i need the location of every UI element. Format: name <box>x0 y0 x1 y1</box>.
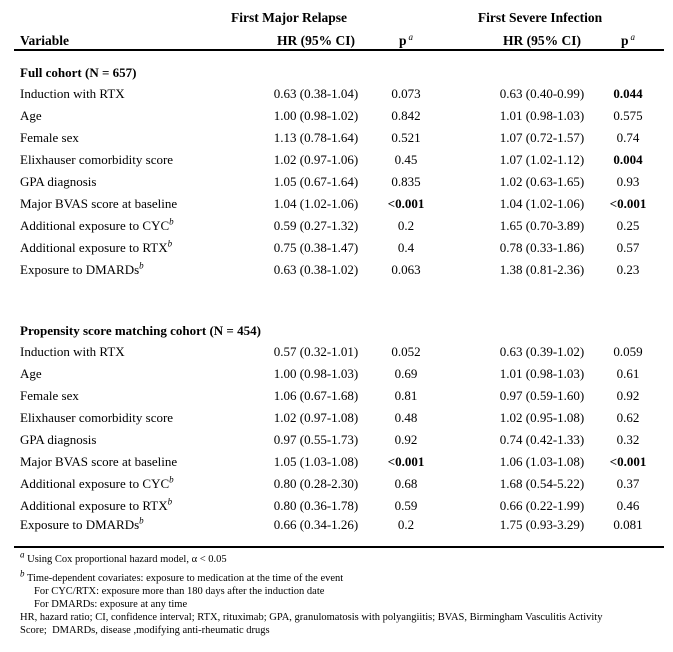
table-row <box>14 363 664 385</box>
p-label: p <box>399 33 407 48</box>
major-relapse-p-value: 0.052 <box>391 344 421 359</box>
column-gap <box>434 149 492 171</box>
column-gap <box>434 193 492 215</box>
major-relapse-p-value: 0.4 <box>397 240 415 255</box>
severe-infection-p-value: <0.001 <box>609 454 647 469</box>
table-row <box>14 473 664 495</box>
severe-infection-hr-value: 1.75 (0.93-3.29) <box>499 517 585 532</box>
column-header-row <box>14 26 664 50</box>
footnote-b-line3: For DMARDs: exposure at any time <box>34 599 188 610</box>
variable-label: Exposure to DMARDs$^b$ <box>20 515 144 532</box>
severe-infection-p-value: 0.92 <box>616 388 640 403</box>
table-row <box>14 495 664 517</box>
severe-infection-p-value: 0.61 <box>616 366 640 381</box>
variable-label: Major BVAS score at baseline <box>20 196 178 211</box>
severe-infection-hr-value: 1.07 (1.02-1.12) <box>499 152 585 167</box>
severe-infection-p-value: 0.004 <box>613 152 643 167</box>
p-column-header-infection <box>592 26 664 50</box>
major-relapse-hr-value: 0.80 (0.36-1.78) <box>273 498 359 513</box>
major-relapse-hr-value: 1.02 (0.97-1.06) <box>273 152 359 167</box>
major-relapse-hr-value: 0.63 (0.38-1.02) <box>273 262 359 277</box>
column-gap <box>434 407 492 429</box>
footnote-b-line2: For CYC/RTX: exposure more than 180 days after the induction date <box>34 586 325 597</box>
severe-infection-p-value: 0.23 <box>616 262 640 277</box>
variable-label: Elixhauser comorbidity score <box>20 152 174 167</box>
variable-label: GPA diagnosis <box>20 174 97 189</box>
column-gap <box>434 127 492 149</box>
footnote-b <box>20 568 673 585</box>
major-relapse-hr-value: 1.05 (1.03-1.08) <box>273 454 359 469</box>
major-relapse-p-value: <0.001 <box>387 196 425 211</box>
footnote-marker-b: b <box>167 496 173 507</box>
severe-infection-p-value: 0.46 <box>616 498 640 513</box>
severe-infection-p-value: 0.059 <box>613 344 643 359</box>
major-relapse-p-value: 0.81 <box>394 388 418 403</box>
severe-infection-p-value: 0.57 <box>616 240 640 255</box>
table-row <box>14 215 664 237</box>
table-row <box>14 341 664 363</box>
severe-infection-p-value: 0.93 <box>616 174 640 189</box>
footnote-marker-b: b <box>20 568 25 579</box>
severe-infection-hr-value: 1.68 (0.54-5.22) <box>499 476 585 491</box>
table-row <box>14 385 664 407</box>
major-relapse-hr-value: 1.00 (0.98-1.02) <box>273 108 359 123</box>
footnote-marker-b: b <box>169 216 174 227</box>
major-relapse-hr-value: 0.80 (0.28-2.30) <box>273 476 359 491</box>
column-gap <box>434 495 492 517</box>
major-relapse-p-value: 0.2 <box>397 218 415 233</box>
cohort-section-2 <box>14 281 664 547</box>
column-gap <box>434 385 492 407</box>
major-relapse-hr-value: 1.05 (0.67-1.64) <box>273 174 359 189</box>
major-relapse-p-value: 0.073 <box>391 86 421 101</box>
table-row <box>14 517 664 547</box>
table-row <box>14 259 664 281</box>
variable-label: Major BVAS score at baseline <box>20 454 178 469</box>
section-header-row <box>14 281 664 341</box>
major-relapse-p-value: 0.68 <box>394 476 418 491</box>
severe-infection-hr-value: 1.07 (0.72-1.57) <box>499 130 585 145</box>
column-gap <box>434 171 492 193</box>
major-relapse-p-value: 0.842 <box>391 108 421 123</box>
major-relapse-p-value: 0.45 <box>394 152 418 167</box>
table-row <box>14 171 664 193</box>
major-relapse-hr-value: 1.02 (0.97-1.08) <box>273 410 359 425</box>
column-gap <box>434 259 492 281</box>
major-relapse-hr-value: 0.66 (0.34-1.26) <box>273 517 359 532</box>
group-header-first-major-relapse <box>231 4 434 26</box>
variable-label: Female sex <box>20 388 79 403</box>
major-relapse-hr-value: 1.06 (0.67-1.68) <box>273 388 359 403</box>
table-row <box>14 105 664 127</box>
footnote-marker-b: b <box>169 474 174 485</box>
abbreviations-line2: Score; DMARDs, disease ,modifying anti-rheumatic drugs <box>20 625 270 636</box>
severe-infection-hr-value: 0.66 (0.22-1.99) <box>499 498 585 513</box>
p-label: p <box>621 33 629 48</box>
severe-infection-hr-value: 1.04 (1.02-1.06) <box>499 196 585 211</box>
footnotes <box>20 549 673 637</box>
severe-infection-hr-value: 0.78 (0.33-1.86) <box>499 240 585 255</box>
abbreviations-line1: HR, hazard ratio; CI, confidence interval; RTX, rituximab; GPA, granulomatosis with polyangiitis; BVAS, Birmingham Vasculitis Activity <box>20 612 603 623</box>
severe-infection-hr-value: 0.63 (0.40-0.99) <box>499 86 585 101</box>
variable-column-header: Variable <box>14 26 254 50</box>
major-relapse-p-value: 0.59 <box>394 498 418 513</box>
cohort-section-1 <box>14 50 664 281</box>
severe-infection-p-value: 0.044 <box>613 86 643 101</box>
variable-label: Age <box>20 366 42 381</box>
severe-infection-hr-value: 0.63 (0.39-1.02) <box>499 344 585 359</box>
major-relapse-hr-value: 0.63 (0.38-1.04) <box>273 86 359 101</box>
column-gap <box>434 237 492 259</box>
column-gap <box>434 473 492 495</box>
column-gap <box>434 451 492 473</box>
variable-label: GPA diagnosis <box>20 432 97 447</box>
variable-label: Additional exposure to CYC$^b$ <box>20 216 174 233</box>
group-header-label: First Severe Infection <box>477 10 603 25</box>
variable-label: Additional exposure to RTX$^b$ <box>20 238 173 255</box>
footnote-marker-a: a <box>20 549 25 560</box>
group-header-label: First Major Relapse <box>231 10 347 25</box>
column-gap <box>434 215 492 237</box>
severe-infection-p-value: 0.575 <box>613 108 643 123</box>
section-title: Propensity score matching cohort (N = 454) <box>20 323 261 338</box>
group-header-spacer <box>14 4 254 26</box>
p-column-header-relapse <box>378 26 434 50</box>
table-row <box>14 83 664 105</box>
severe-infection-hr-value: 1.65 (0.70-3.89) <box>499 218 585 233</box>
severe-infection-hr-value: 1.06 (1.03-1.08) <box>499 454 585 469</box>
table-row <box>14 407 664 429</box>
major-relapse-hr-value: 1.13 (0.78-1.64) <box>273 130 359 145</box>
column-gap <box>434 429 492 451</box>
column-gap <box>434 83 492 105</box>
major-relapse-p-value: 0.69 <box>394 366 418 381</box>
variable-label: Elixhauser comorbidity score <box>20 410 174 425</box>
major-relapse-hr-value: 0.57 (0.32-1.01) <box>273 344 359 359</box>
table-row <box>14 127 664 149</box>
group-header-row <box>14 4 664 26</box>
variable-label: Additional exposure to CYC$^b$ <box>20 474 174 491</box>
major-relapse-hr-value: 1.04 (1.02-1.06) <box>273 196 359 211</box>
variable-label: Exposure to DMARDs$^b$ <box>20 260 144 277</box>
severe-infection-p-value: 0.62 <box>616 410 640 425</box>
severe-infection-p-value: 0.74 <box>616 130 640 145</box>
major-relapse-hr-value: 0.75 (0.38-1.47) <box>273 240 359 255</box>
variable-label: Induction with RTX <box>20 344 125 359</box>
variable-label: Induction with RTX <box>20 86 125 101</box>
table-row <box>14 429 664 451</box>
column-gap <box>434 26 492 50</box>
major-relapse-p-value: 0.835 <box>391 174 421 189</box>
table-row <box>14 149 664 171</box>
variable-label: Additional exposure to RTX$^b$ <box>20 496 173 513</box>
hazard-ratio-table <box>14 4 664 548</box>
footnote-marker-b: b <box>139 515 144 526</box>
severe-infection-p-value: <0.001 <box>609 196 647 211</box>
column-gap <box>434 341 492 363</box>
major-relapse-p-value: 0.92 <box>394 432 418 447</box>
table-row <box>14 193 664 215</box>
major-relapse-p-value: <0.001 <box>387 454 425 469</box>
severe-infection-hr-value: 1.01 (0.98-1.03) <box>499 108 585 123</box>
major-relapse-p-value: 0.2 <box>397 517 415 532</box>
table-row <box>14 451 664 473</box>
column-gap <box>434 105 492 127</box>
major-relapse-hr-value: 1.00 (0.98-1.03) <box>273 366 359 381</box>
severe-infection-p-value: 0.37 <box>616 476 640 491</box>
footnote-marker-b: b <box>167 238 173 249</box>
variable-label: Age <box>20 108 42 123</box>
footnote-marker-a: a <box>408 31 414 42</box>
variable-label: Female sex <box>20 130 79 145</box>
severe-infection-hr-value: 1.02 (0.95-1.08) <box>499 410 585 425</box>
footnote-marker-b: b <box>139 260 144 271</box>
severe-infection-hr-value: 1.01 (0.98-1.03) <box>499 366 585 381</box>
severe-infection-p-value: 0.081 <box>613 517 643 532</box>
major-relapse-p-value: 0.48 <box>394 410 418 425</box>
section-header-row <box>14 50 664 83</box>
table-row <box>14 237 664 259</box>
severe-infection-p-value: 0.32 <box>616 432 640 447</box>
footnote-marker-a: a <box>630 31 636 42</box>
column-gap <box>434 363 492 385</box>
footnote-a <box>20 549 673 566</box>
section-title: Full cohort (N = 657) <box>20 65 137 80</box>
severe-infection-hr-value: 1.02 (0.63-1.65) <box>499 174 585 189</box>
major-relapse-p-value: 0.063 <box>391 262 421 277</box>
major-relapse-hr-value: 0.59 (0.27-1.32) <box>273 218 359 233</box>
major-relapse-hr-value: 0.97 (0.55-1.73) <box>273 432 359 447</box>
major-relapse-p-value: 0.521 <box>391 130 421 145</box>
severe-infection-hr-value: 0.74 (0.42-1.33) <box>499 432 585 447</box>
footnote-b-text: Time-dependent covariates: exposure to medication at the time of the event <box>26 573 344 584</box>
footnote-a-text: Using Cox proportional hazard model, α < 0.05 <box>27 554 227 565</box>
group-header-first-severe-infection <box>477 4 664 26</box>
severe-infection-p-value: 0.25 <box>616 218 640 233</box>
hr-ci-column-header-infection: HR (95% CI) <box>492 26 592 50</box>
hr-ci-column-header-relapse: HR (95% CI) <box>254 26 378 50</box>
severe-infection-hr-value: 1.38 (0.81-2.36) <box>499 262 585 277</box>
column-gap <box>434 517 492 547</box>
severe-infection-hr-value: 0.97 (0.59-1.60) <box>499 388 585 403</box>
